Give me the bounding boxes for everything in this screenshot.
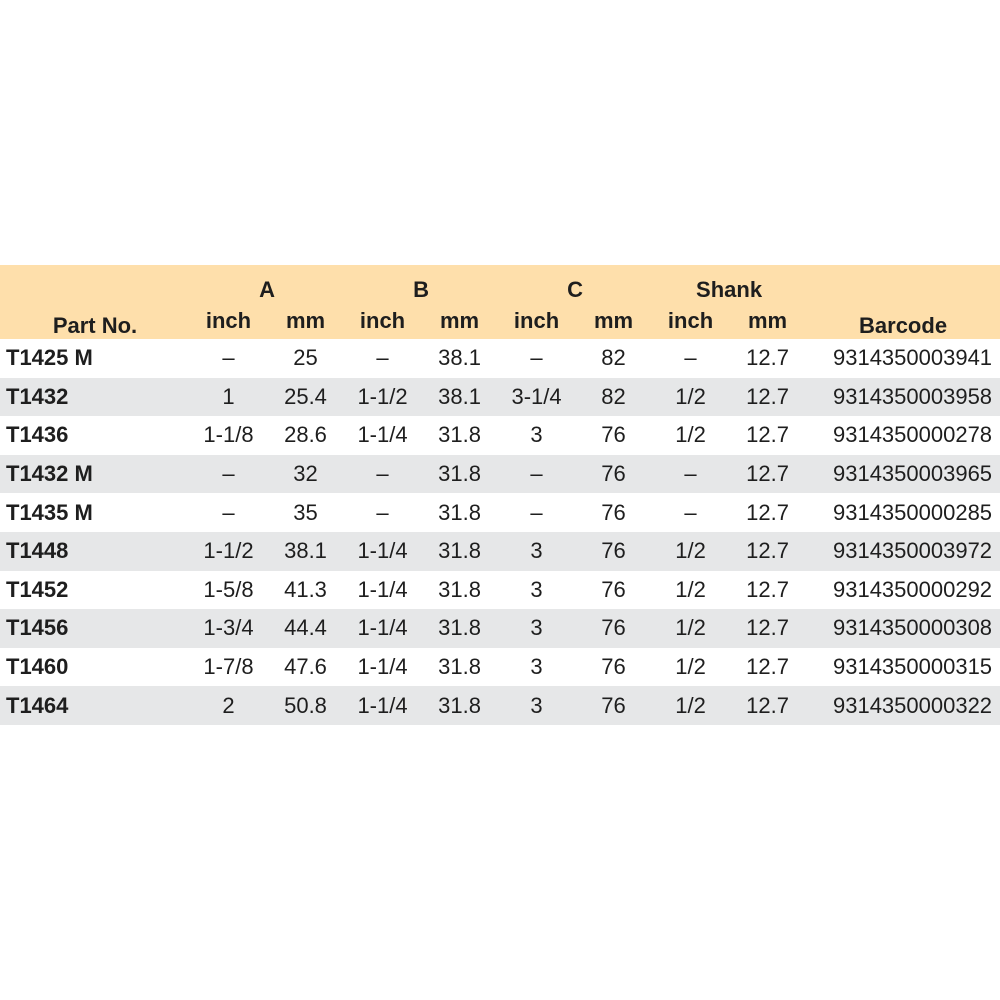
- a-inch-cell: –: [222, 345, 235, 371]
- a-mm-cell: 38.1: [267, 532, 344, 571]
- c-mm-cell: 82: [575, 378, 652, 417]
- header-shank-inch: inch: [652, 303, 729, 339]
- c-inch-cell: –: [530, 345, 543, 371]
- table-row: [0, 416, 1000, 455]
- shank-inch-cell: –: [684, 499, 697, 525]
- shank-inch-cell: 1/2: [675, 576, 706, 602]
- shank-inch-cell: 1/2: [652, 378, 729, 417]
- a-inch-cell: –: [190, 455, 267, 494]
- shank-inch-cell: 1/2: [675, 422, 706, 448]
- shank-inch-cell: 1/2: [675, 654, 706, 680]
- shank-mm-cell: 12.7: [746, 499, 789, 525]
- shank-mm-cell: 12.7: [746, 422, 789, 448]
- part-number-cell: T1436: [6, 422, 69, 448]
- header-barcode: Barcode: [806, 265, 1000, 339]
- b-mm-cell: 31.8: [438, 499, 481, 525]
- barcode-cell: 9314350003972: [806, 532, 1000, 571]
- c-mm-cell: 82: [601, 345, 626, 371]
- a-inch-cell: 1-5/8: [203, 576, 254, 602]
- b-inch-cell: 1-1/4: [357, 654, 408, 680]
- shank-inch-cell: 1/2: [652, 609, 729, 648]
- part-number-cell: T1460: [6, 654, 69, 680]
- table-row: [0, 609, 1000, 648]
- table-row: [0, 648, 1000, 687]
- b-mm-cell: 31.8: [421, 532, 498, 571]
- part-number-cell: T1435 M: [6, 499, 93, 525]
- b-inch-cell: 1-1/4: [357, 422, 408, 448]
- b-inch-cell: –: [344, 455, 421, 494]
- barcode-cell: 9314350000308: [806, 609, 1000, 648]
- c-inch-cell: 3: [530, 654, 543, 680]
- a-mm-cell: 35: [293, 499, 318, 525]
- a-inch-cell: 1-1/2: [190, 532, 267, 571]
- barcode-cell: 9314350000315: [832, 654, 993, 680]
- a-inch-cell: 2: [190, 686, 267, 725]
- shank-inch-cell: 1/2: [652, 686, 729, 725]
- shank-mm-cell: 12.7: [746, 345, 789, 371]
- b-mm-cell: 31.8: [438, 576, 481, 602]
- b-mm-cell: 31.8: [438, 422, 481, 448]
- b-mm-cell: 31.8: [421, 609, 498, 648]
- barcode-cell: 9314350003965: [806, 455, 1000, 494]
- header-c-mm: mm: [575, 303, 652, 339]
- barcode-cell: 9314350000285: [832, 499, 993, 525]
- header-a-inch: inch: [190, 303, 267, 339]
- header-part-no: Part No.: [0, 265, 190, 339]
- b-inch-cell: –: [376, 499, 389, 525]
- table-body: [0, 339, 1000, 725]
- header-group-shank: Shank: [652, 265, 806, 303]
- a-mm-cell: 47.6: [284, 654, 327, 680]
- c-mm-cell: 76: [601, 422, 626, 448]
- c-inch-cell: 3: [498, 609, 575, 648]
- spec-table: [0, 265, 1000, 725]
- part-number-cell: T1464: [0, 686, 190, 725]
- b-inch-cell: 1-1/4: [357, 576, 408, 602]
- shank-inch-cell: –: [684, 345, 697, 371]
- a-mm-cell: 25: [293, 345, 318, 371]
- c-mm-cell: 76: [575, 532, 652, 571]
- table-row: [0, 493, 1000, 532]
- a-mm-cell: 41.3: [284, 576, 327, 602]
- c-mm-cell: 76: [575, 455, 652, 494]
- part-number-cell: T1452: [6, 576, 69, 602]
- a-inch-cell: 1-1/8: [203, 422, 254, 448]
- c-mm-cell: 76: [575, 686, 652, 725]
- shank-mm-cell: 12.7: [729, 455, 806, 494]
- a-mm-cell: 25.4: [267, 378, 344, 417]
- part-number-cell: T1432: [0, 378, 190, 417]
- c-mm-cell: 76: [601, 654, 626, 680]
- header-group-a: A: [190, 265, 344, 303]
- shank-mm-cell: 12.7: [729, 378, 806, 417]
- table-row: [0, 455, 1000, 494]
- a-mm-cell: 44.4: [267, 609, 344, 648]
- table-row: [0, 532, 1000, 571]
- c-inch-cell: –: [530, 499, 543, 525]
- c-inch-cell: 3: [498, 686, 575, 725]
- shank-inch-cell: 1/2: [652, 532, 729, 571]
- c-inch-cell: 3: [530, 576, 543, 602]
- b-inch-cell: –: [376, 345, 389, 371]
- shank-inch-cell: –: [652, 455, 729, 494]
- b-inch-cell: 1-1/4: [344, 686, 421, 725]
- c-mm-cell: 76: [601, 576, 626, 602]
- a-mm-cell: 32: [267, 455, 344, 494]
- c-inch-cell: –: [498, 455, 575, 494]
- b-inch-cell: 1-1/4: [344, 609, 421, 648]
- b-mm-cell: 38.1: [421, 378, 498, 417]
- header-b-mm: mm: [421, 303, 498, 339]
- header-b-inch: inch: [344, 303, 421, 339]
- barcode-cell: 9314350000278: [832, 422, 993, 448]
- header-group-c: C: [498, 265, 652, 303]
- shank-mm-cell: 12.7: [729, 609, 806, 648]
- a-inch-cell: 1-3/4: [190, 609, 267, 648]
- b-mm-cell: 31.8: [438, 654, 481, 680]
- shank-mm-cell: 12.7: [729, 686, 806, 725]
- a-mm-cell: 28.6: [284, 422, 327, 448]
- table-row: [0, 378, 1000, 417]
- b-inch-cell: 1-1/4: [344, 532, 421, 571]
- barcode-cell: 9314350000322: [806, 686, 1000, 725]
- a-inch-cell: –: [222, 499, 235, 525]
- part-number-cell: T1448: [0, 532, 190, 571]
- a-inch-cell: 1: [190, 378, 267, 417]
- barcode-cell: 9314350000292: [832, 576, 993, 602]
- a-mm-cell: 50.8: [267, 686, 344, 725]
- c-inch-cell: 3: [498, 532, 575, 571]
- table-header: [0, 265, 1000, 339]
- a-inch-cell: 1-7/8: [203, 654, 254, 680]
- c-inch-cell: 3-1/4: [498, 378, 575, 417]
- barcode-cell: 9314350003941: [832, 345, 993, 371]
- part-number-cell: T1425 M: [6, 345, 93, 371]
- header-c-inch: inch: [498, 303, 575, 339]
- table-row: [0, 571, 1000, 610]
- c-mm-cell: 76: [575, 609, 652, 648]
- header-group-b: B: [344, 265, 498, 303]
- barcode-cell: 9314350003958: [806, 378, 1000, 417]
- shank-mm-cell: 12.7: [746, 654, 789, 680]
- header-shank-mm: mm: [729, 303, 806, 339]
- c-mm-cell: 76: [601, 499, 626, 525]
- b-inch-cell: 1-1/2: [344, 378, 421, 417]
- b-mm-cell: 38.1: [438, 345, 481, 371]
- part-number-cell: T1456: [0, 609, 190, 648]
- b-mm-cell: 31.8: [421, 455, 498, 494]
- table-row: [0, 686, 1000, 725]
- header-a-mm: mm: [267, 303, 344, 339]
- b-mm-cell: 31.8: [421, 686, 498, 725]
- shank-mm-cell: 12.7: [729, 532, 806, 571]
- table-row: [0, 339, 1000, 378]
- c-inch-cell: 3: [530, 422, 543, 448]
- shank-mm-cell: 12.7: [746, 576, 789, 602]
- part-number-cell: T1432 M: [0, 455, 190, 494]
